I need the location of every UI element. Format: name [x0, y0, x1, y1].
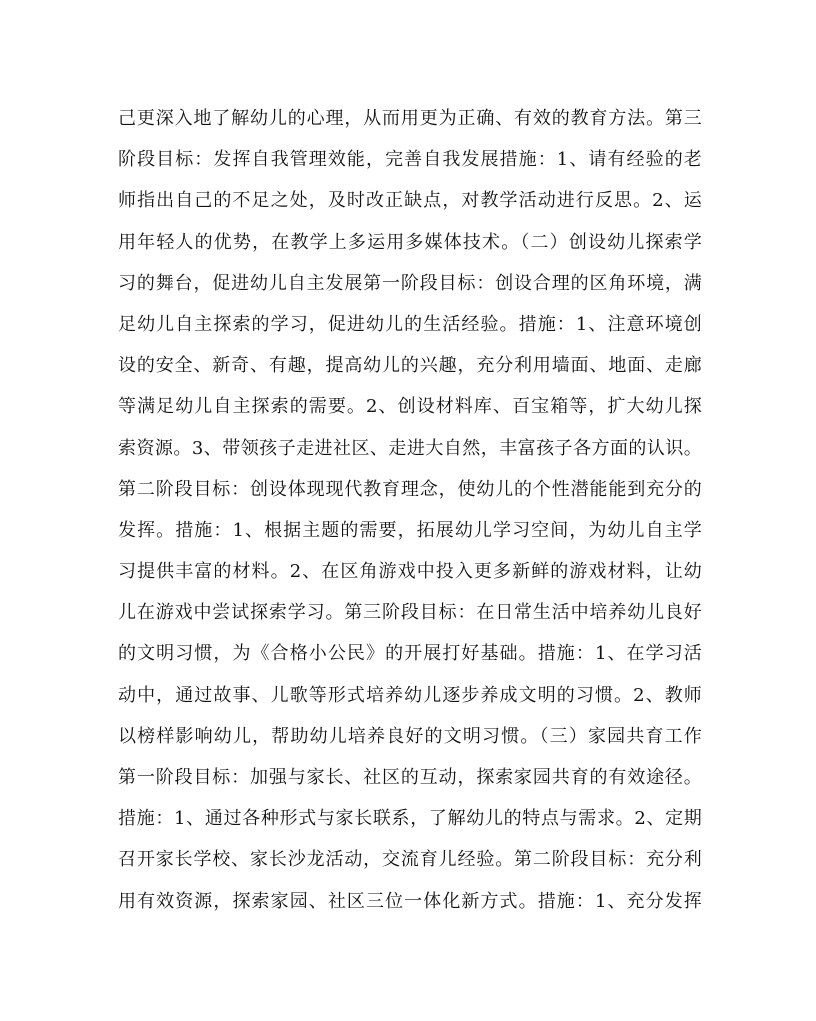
text-line: 设的安全、新奇、有趣，提高幼儿的兴趣，充分利用墙面、地面、走廊	[118, 355, 702, 377]
text-line: 用有效资源，探索家园、社区三位一体化新方式。措施：1、充分发挥	[118, 890, 702, 912]
text-line: 等满足幼儿自主探索的需要。2、创设材料库、百宝箱等，扩大幼儿探	[118, 396, 702, 418]
text-line: 措施：1、通过各种形式与家长联系，了解幼儿的特点与需求。2、定期	[118, 808, 702, 830]
text-line: 的文明习惯，为《合格小公民》的开展打好基础。措施：1、在学习活	[118, 643, 702, 665]
text-line: 习提供丰富的材料。2、在区角游戏中投入更多新鲜的游戏材料，让幼	[118, 561, 702, 583]
text-line: 习的舞台，促进幼儿自主发展第一阶段目标：创设合理的区角环境，满	[118, 272, 702, 294]
text-line: 索资源。3、带领孩子走进社区、走进大自然，丰富孩子各方面的认识。	[118, 437, 702, 459]
text-line: 第一阶段目标：加强与家长、社区的互动，探索家园共育的有效途径。	[118, 767, 702, 788]
text-line: 用年轻人的优势，在教学上多运用多媒体技术。（二）创设幼儿探索学	[118, 231, 702, 253]
text-line: 动中，通过故事、儿歌等形式培养幼儿逐步养成文明的习惯。2、教师	[118, 684, 702, 706]
text-line: 以榜样影响幼儿，帮助幼儿培养良好的文明习惯。（三）家园共育工作	[118, 725, 702, 747]
text-line: 阶段目标：发挥自我管理效能，完善自我发展措施：1、请有经验的老	[118, 149, 702, 171]
text-line: 第二阶段目标：创设体现现代教育理念，使幼儿的个性潜能能到充分的	[118, 478, 702, 500]
text-line: 召开家长学校、家长沙龙活动，交流育儿经验。第二阶段目标：充分利	[118, 849, 702, 871]
text-line: 发挥。措施：1、根据主题的需要，拓展幼儿学习空间，为幼儿自主学	[118, 519, 702, 541]
body-text	[118, 98, 702, 922]
text-line: 足幼儿自主探索的学习，促进幼儿的生活经验。措施：1、注意环境创	[118, 313, 702, 335]
text-line: 己更深入地了解幼儿的心理，从而用更为正确、有效的教育方法。第三	[118, 108, 702, 129]
text-line: 儿在游戏中尝试探索学习。第三阶段目标：在日常生活中培养幼儿良好	[118, 602, 702, 624]
text-line: 师指出自己的不足之处，及时改正缺点，对教学活动进行反思。2、运	[118, 190, 702, 212]
